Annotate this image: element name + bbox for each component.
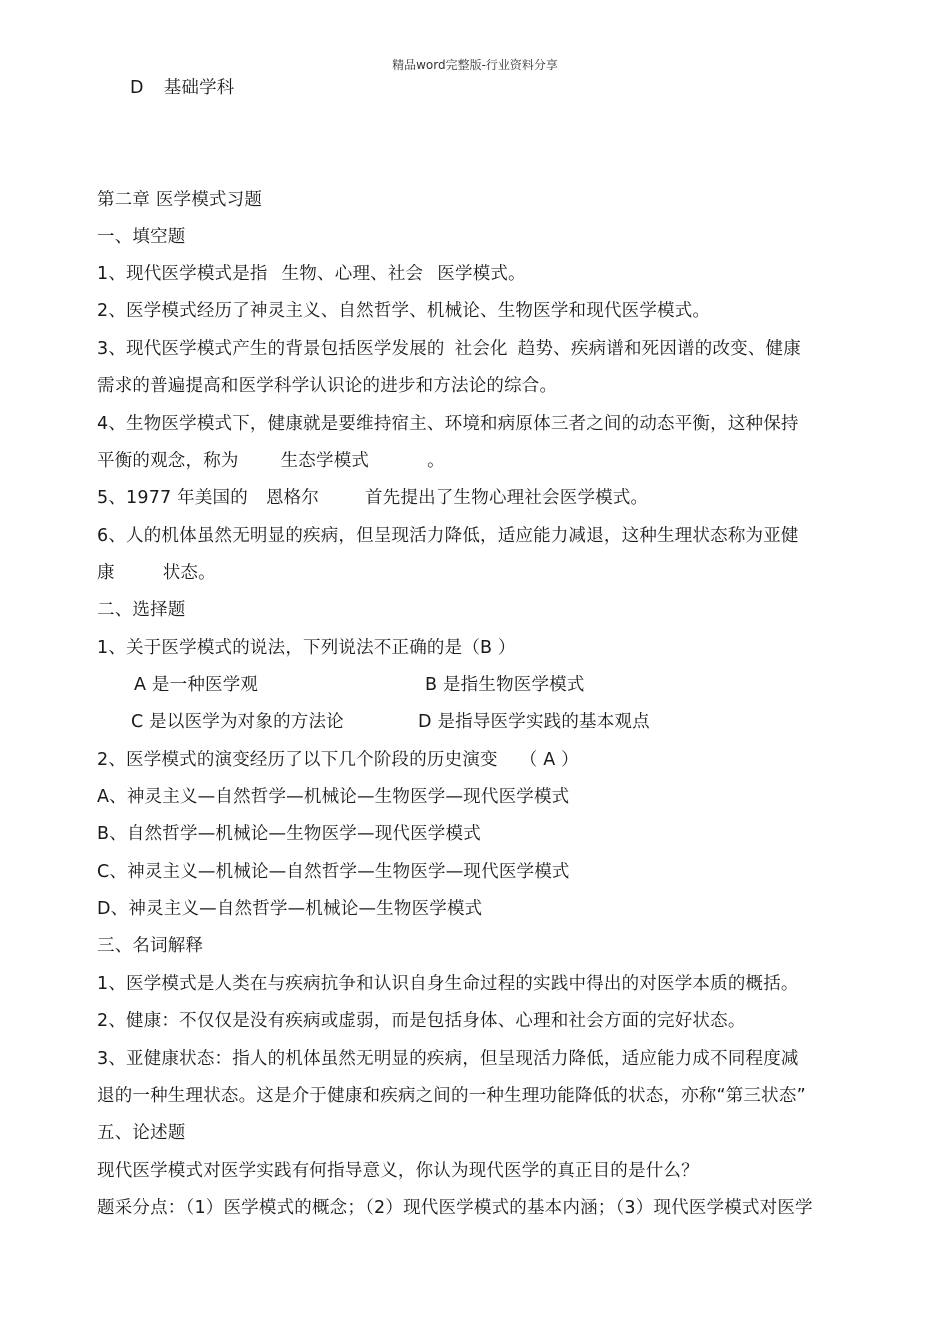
section-fill-heading: 一、填空题 [97, 227, 186, 247]
fill-question-3-line-2: 需求的普遍提高和医学科学认识论的进步和方法论的综合。 [97, 376, 558, 396]
fill-answer-3: 社会化 [454, 339, 508, 359]
choice-2-option-b: B、自然哲学—机械论—生物医学—现代医学模式 [97, 824, 481, 844]
choice-question-1: 1、关于医学模式的说法，下列说法不正确的是（B ） [97, 638, 516, 658]
term-1: 1、医学模式是人类在与疾病抗争和认识自身生命过程的实践中得出的对医学本质的概括。 [97, 974, 799, 994]
previous-option-d: D 基础学科 [130, 78, 235, 98]
fill-question-5: 5、1977 年美国的 恩格尔 首先提出了生物心理社会医学模式。 [97, 488, 649, 508]
fill-question-2: 2、医学模式经历了神灵主义、自然哲学、机械论、生物医学和现代医学模式。 [97, 301, 711, 321]
fill-question-4-line-1: 4、生物医学模式下，健康就是要维持宿主、环境和病原体三者之间的动态平衡，这种保持 [97, 414, 799, 434]
fill-answer-1: 生物、心理、社会 [281, 264, 424, 284]
choice-2-option-a: A、神灵主义—自然哲学—机械论—生物医学—现代医学模式 [97, 787, 570, 807]
choice-2-option-d: D、神灵主义—自然哲学—机械论—生物医学模式 [97, 899, 483, 919]
choice-1-option-d: D 是指导医学实践的基本观点 [418, 712, 650, 732]
choice-1-option-c: C 是以医学为对象的方法论 [131, 712, 344, 732]
section-choice-heading: 二、选择题 [97, 600, 186, 620]
fill-answer-5: 恩格尔 [265, 488, 320, 508]
choice-2-option-c: C、神灵主义—机械论—自然哲学—生物医学—现代医学模式 [97, 862, 570, 882]
fill-question-1: 1、现代医学模式是指 生物、心理、社会 医学模式。 [97, 264, 526, 284]
section-essay-heading: 五、论述题 [97, 1123, 186, 1143]
page-header: 精品word完整版-行业资料分享 [392, 58, 558, 72]
choice-question-2: 2、医学模式的演变经历了以下几个阶段的历史演变 （ A ） [97, 750, 579, 770]
essay-question: 现代医学模式对医学实践有何指导意义，你认为现代医学的真正目的是什么？ [97, 1161, 699, 1181]
term-2: 2、健康：不仅仅是没有疾病或虚弱，而是包括身体、心理和社会方面的完好状态。 [97, 1011, 746, 1031]
term-3-line-1: 3、亚健康状态：指人的机体虽然无明显的疾病，但呈现活力降低，适应能力成不同程度减 [97, 1049, 799, 1069]
choice-answer-2: （ A ） [519, 750, 579, 770]
section-terms-heading: 三、名词解释 [97, 936, 204, 956]
chapter-title: 第二章 医学模式习题 [97, 190, 263, 210]
choice-1-option-a: A 是一种医学观 [134, 675, 259, 695]
fill-answer-6: 康 [97, 563, 115, 583]
choice-1-option-b: B 是指生物医学模式 [425, 675, 585, 695]
fill-question-4-line-2: 平衡的观念，称为 生态学模式 。 [97, 451, 445, 471]
term-3-line-2: 退的一种生理状态。这是介于健康和疾病之间的一种生理功能降低的状态，亦称“第三状态” [97, 1086, 806, 1106]
fill-question-6-line-2: 康 状态。 [97, 563, 216, 583]
fill-question-3-line-1: 3、现代医学模式产生的背景包括医学发展的 社会化 趋势、疾病谱和死因谱的改变、健康 [97, 339, 801, 359]
fill-answer-4: 生态学模式 [280, 451, 370, 471]
fill-question-6-line-1: 6、人的机体虽然无明显的疾病，但呈现活力降低，适应能力减退，这种生理状态称为亚健 [97, 526, 799, 546]
essay-scoring-points: 题采分点：（1）医学模式的概念；（2）现代医学模式的基本内涵；（3）现代医学模式对医学 [97, 1198, 813, 1218]
